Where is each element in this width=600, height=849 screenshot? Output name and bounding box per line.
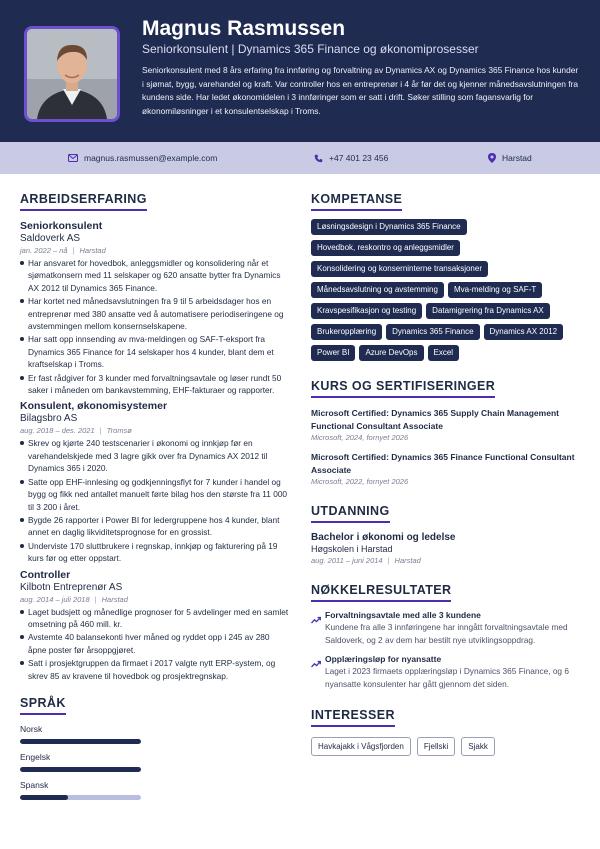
- separator: |: [72, 246, 75, 255]
- bullet-item: Er fast rådgiver for 3 kunder med forvaltningsavtale og løser rundt 50 saker i måneden om bankavstemming, EHF-fakturaer og rapporter.: [20, 372, 290, 397]
- job-bullets: [20, 437, 290, 564]
- certification-item: [311, 407, 586, 442]
- bullet-item: Satt i prosjektgruppen da firmaet i 2017 valgte nytt ERP-system, og skrev 85 av kravene til hovedbok og prosjektregnskap.: [20, 657, 290, 682]
- skill-tag: Excel: [428, 345, 460, 361]
- achievement-title: Forvaltningsavtale med alle 3 kundene: [325, 610, 481, 620]
- bullet-item: Satte opp EHF-innlesing og godkjenningsflyt for 7 kunder i handel og bygg og fikk ned antallet manuelt førte bilag hos den største fra 11 000 til 3 200 i året.: [20, 476, 290, 513]
- job-place: Harstad: [101, 594, 128, 604]
- bullet-item: Skrev og kjørte 240 testscenarier i økonomi og innkjøp før en varehandelskjede med 3 lagre gikk over fra Dynamics AX 2012 til Dynamics 365 i 2020.: [20, 437, 290, 474]
- map-pin-icon: [488, 153, 496, 163]
- achievement-item: [311, 610, 586, 646]
- skill-tag: Power BI: [311, 345, 355, 361]
- education-school: Høgskolen i Harstad: [311, 544, 393, 554]
- certification-list: [311, 407, 586, 486]
- achievement-item: [311, 654, 586, 690]
- bullet-item: Underviste 170 sluttbrukere i regnskap, innkjøp og fakturering på 19 kurs før og etter oppstart.: [20, 540, 290, 565]
- job-company: Kilbotn Entreprenør AS: [20, 581, 123, 593]
- separator: |: [99, 426, 102, 436]
- certification-name: Microsoft Certified: Dynamics 365 Finance Functional Consultant Associate: [311, 452, 575, 475]
- certification-name: Microsoft Certified: Dynamics 365 Supply Chain Management Functional Consultant Associate: [311, 408, 559, 431]
- job-entry: [20, 569, 290, 682]
- interest-chip: Sjakk: [461, 737, 495, 756]
- contact-bar: [0, 142, 600, 174]
- job-company: Saldoverk AS: [20, 233, 81, 244]
- skill-tag: Månedsavslutning og avstemming: [311, 282, 444, 298]
- section-title-experience: ARBEIDSERFARING: [20, 192, 147, 211]
- bullet-item: Har kortet ned månedsavslutningen fra 9 til 5 arbeidsdager hos en entreprenør med 380 ansatte ved å automatisere periodiseringene og avstemmingen mellom konsernselskapene.: [20, 295, 290, 332]
- language-list: [20, 724, 290, 800]
- candidate-name: Magnus Rasmussen: [142, 17, 346, 40]
- trend-up-icon: [311, 611, 321, 629]
- achievement-description: Laget i 2023 firmaets opplæringsløp i Dynamics 365 Finance, og 6 nyansatte konsulenter har gått gjennom det siden.: [325, 666, 569, 689]
- trend-up-icon: [311, 655, 321, 673]
- job-meta: [20, 426, 290, 435]
- experience-list: [20, 220, 290, 682]
- left-column: [20, 190, 290, 800]
- education-place: Harstad: [394, 556, 421, 565]
- language-name: Spansk: [20, 779, 49, 790]
- job-entry: [20, 400, 290, 564]
- section-title-certifications: KURS OG SERTIFISERINGER: [311, 379, 495, 398]
- language-level-fill: [20, 795, 68, 800]
- skill-tag: Mva-melding og SAF-T: [448, 282, 542, 298]
- skill-tag: Konsolidering og konserninterne transaksjoner: [311, 261, 488, 277]
- education-degree: Bachelor i økonomi og ledelse: [311, 532, 456, 543]
- certification-meta: Microsoft, 2024, fornyet 2026: [311, 433, 409, 442]
- language-level-bar: [20, 739, 141, 744]
- job-title: Seniorkonsulent: [20, 220, 103, 232]
- language-level-bar: [20, 767, 141, 772]
- skill-tag: Azure DevOps: [359, 345, 423, 361]
- bullet-item: Har satt opp innsending av mva-meldingen og SAF-T-eksport fra Dynamics 365 Finance for 14 selskaper hos 4 kunder, blant dem et kraftselskap i Troms.: [20, 333, 290, 370]
- language-level-fill: [20, 767, 141, 772]
- skill-tag: Løsningsdesign i Dynamics 365 Finance: [311, 219, 467, 235]
- skill-tag: Datamigrering fra Dynamics AX: [426, 303, 550, 319]
- job-place: Harstad: [79, 246, 106, 255]
- phone-icon: [314, 154, 323, 163]
- language-name: Norsk: [20, 723, 43, 734]
- bullet-item: Avstemte 40 balansekonti hver måned og ryddet opp i 245 av 280 åpne poster før årsoppgjøret.: [20, 631, 290, 656]
- profile-photo: [24, 26, 120, 122]
- skill-tag: Dynamics 365 Finance: [386, 324, 479, 340]
- phone-text: +47 401 23 456: [329, 153, 389, 163]
- job-entry: [20, 220, 290, 396]
- job-title: Controller: [20, 568, 71, 581]
- email-text: magnus.rasmussen@example.com: [84, 153, 218, 163]
- resume-header: [0, 0, 600, 142]
- job-meta: [20, 246, 290, 255]
- interest-chip: Havkajakk i Vågsfjorden: [311, 737, 411, 756]
- job-bullets: [20, 257, 290, 396]
- certification-meta: Microsoft, 2022, fornyet 2026: [311, 477, 409, 486]
- interest-list: [311, 737, 586, 756]
- envelope-icon: [68, 154, 78, 162]
- section-title-languages: SPRÅK: [20, 696, 66, 715]
- skill-tag: Kravspesifikasjon og testing: [311, 303, 422, 319]
- certification-item: [311, 451, 586, 486]
- job-dates: aug. 2014 – juli 2018: [20, 594, 90, 604]
- language-name: Engelsk: [20, 751, 51, 762]
- job-bullets: [20, 606, 290, 682]
- section-title-interests: INTERESSER: [311, 708, 395, 727]
- contact-phone[interactable]: [314, 142, 388, 174]
- skill-tag: Hovedbok, reskontro og anleggsmidler: [311, 240, 460, 256]
- bullet-item: Har ansvaret for hovedbok, anleggsmidler og konsolidering når et sjømatkonsern med 11 selskaper og 620 ansatte bytter fra Dynamics AX 2012 til Dynamics 365 Finance.: [20, 257, 290, 294]
- language-level-fill: [20, 739, 141, 744]
- achievement-description: Kundene fra alle 3 innføringene har inngått forvaltningsavtale med Saldoverk, og 2 av dem har bestilt nye utviklingsoppdrag.: [325, 622, 568, 645]
- skill-tag: Brukeropplæring: [311, 324, 382, 340]
- job-meta: [20, 595, 290, 604]
- skill-tag: Dynamics AX 2012: [484, 324, 564, 340]
- language-level-bar: [20, 795, 141, 800]
- interest-chip: Fjellski: [417, 737, 455, 756]
- candidate-subtitle: Seniorkonsulent | Dynamics 365 Finance og økonomiprosesser: [142, 42, 479, 56]
- achievement-title: Opplæringsløp for nyansatte: [325, 654, 442, 664]
- location-text: Harstad: [502, 153, 532, 163]
- job-dates: aug. 2018 – des. 2021: [20, 426, 95, 436]
- job-title: Konsulent, økonomisystemer: [20, 400, 168, 413]
- right-column: [311, 190, 586, 756]
- section-title-achievements: NØKKELRESULTATER: [311, 583, 451, 602]
- bullet-item: Bygde 26 rapporter i Power BI for ledergruppene hos 4 kunder, blant annet en daglig likviditetsprognose for en grossist.: [20, 514, 290, 539]
- skill-tags: [311, 219, 586, 361]
- profile-summary: Seniorkonsulent med 8 års erfaring fra innføring og forvaltning av Dynamics AX og Dynamics 365 Finance hos kunder i sjømat, bygg, varehandel og kraft. Var controller hos en entreprenør i 4 år før det og kjenner månedsavslutningen fra kundens side. Har ledet økonomidelen i 3 innføringer som er satt i drift. Søker stilling som fagansvarlig for økonomiløsninger i et konsulentselskap i Troms.: [142, 65, 579, 116]
- education-meta: aug. 2011 – juni 2014 | Harstad: [311, 556, 421, 565]
- section-title-skills: KOMPETANSE: [311, 192, 402, 211]
- education-dates: aug. 2011 – juni 2014: [311, 556, 383, 565]
- contact-email[interactable]: [68, 142, 217, 174]
- job-company: Bilagsbro AS: [20, 413, 78, 425]
- section-title-education: UTDANNING: [311, 504, 390, 523]
- achievement-list: [311, 610, 586, 690]
- job-dates: jan. 2022 – nå: [20, 246, 68, 255]
- separator: |: [94, 594, 97, 604]
- contact-location: [488, 142, 532, 174]
- bullet-item: Laget budsjett og månedlige prognoser for 5 avdelinger med en samlet omsetning på 460 mill. kr.: [20, 606, 290, 631]
- job-place: Tromsø: [106, 426, 132, 436]
